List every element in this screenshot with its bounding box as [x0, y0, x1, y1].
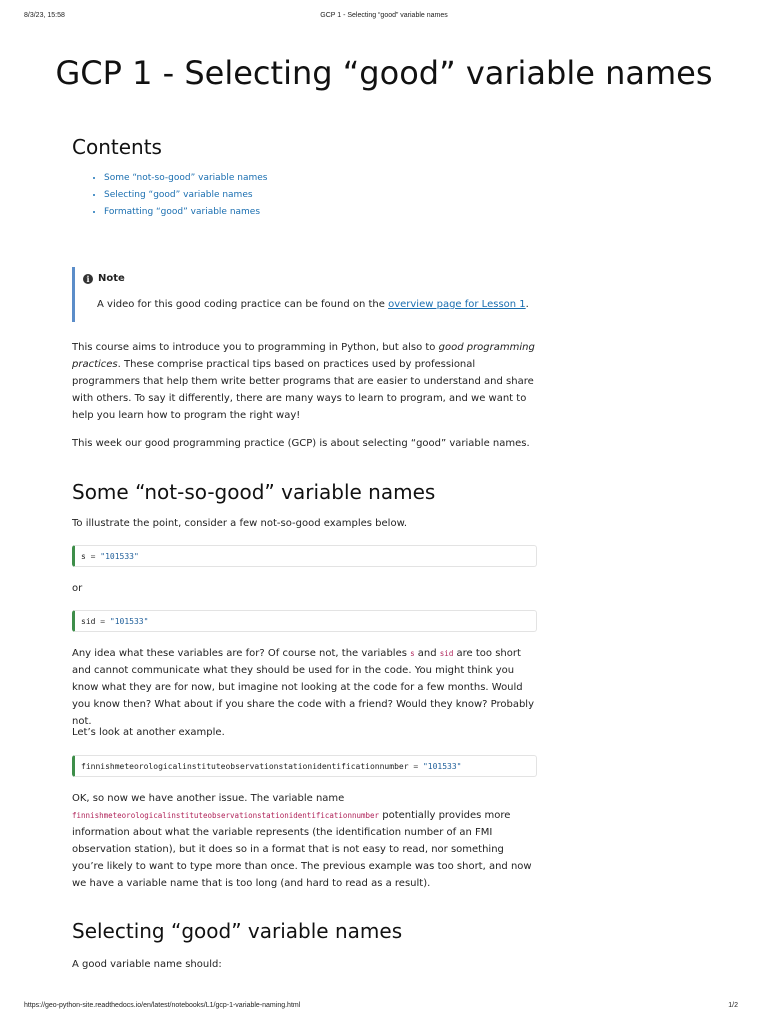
note-body: [97, 299, 529, 310]
toc-link-selecting[interactable]: Selecting “good” variable names: [104, 190, 253, 200]
code-op: =: [408, 762, 423, 771]
code-string: "101533": [422, 762, 462, 771]
inline-code-s: s: [410, 649, 415, 658]
note-body-text: A video for this good coding practice can be found on the: [97, 299, 389, 310]
p2-and: and: [414, 648, 440, 659]
section1-intro: To illustrate the point, consider a few not-so-good examples below.: [72, 518, 408, 529]
toc-link-formatting[interactable]: Formatting “good” variable names: [104, 207, 261, 217]
toc-item: [104, 204, 268, 221]
contents-heading: Contents: [72, 135, 162, 159]
another-example-text: Let’s look at another example.: [72, 727, 225, 738]
gcp-paragraph: This week our good programming practice (GCP) is about selecting “good” variable names.: [72, 438, 530, 449]
inline-code-sid: sid: [439, 649, 454, 658]
note-title: [83, 273, 125, 284]
print-datetime: 8/3/23, 15:58: [24, 12, 65, 19]
note-body-end: .: [525, 299, 529, 310]
p4-text-a: OK, so now we have another issue. The variable name: [72, 793, 345, 804]
short-names-paragraph: [72, 645, 538, 730]
intro-text-a: This course aims to introduce you to programming in Python, but also to: [72, 342, 439, 353]
overview-lesson-link[interactable]: overview page for Lesson 1: [388, 299, 526, 310]
p4-text-b: potentially provides more information about what the variable represents (the identification number of an FMI observation station), but it does so in a format that is not easy to read, nor something you’re likely to want to type more than once. The previous example was too short, and now we have a variable name that is too long (and hard to read as a result).: [72, 810, 532, 889]
intro-paragraph: [72, 339, 538, 424]
code-var: sid: [81, 617, 96, 626]
code-block-s: [72, 545, 537, 567]
intro-text-b: . These comprise practical tips based on practices used by professional programmers that help them write better programs that are easier to understand and share with others. To say it differently, there are many ways to learn to program, and we want to help you learn how to program the right way!: [72, 359, 534, 421]
toc-item: [104, 170, 268, 187]
code-op: =: [95, 617, 110, 626]
note-title-text: Note: [98, 273, 125, 284]
code-string: "101533": [109, 617, 149, 626]
print-title: GCP 1 - Selecting “good” variable names: [320, 12, 448, 19]
toc-link-not-so-good[interactable]: Some “not-so-good” variable names: [104, 173, 268, 183]
code-var: finnishmeteorologicalinstituteobservationstationidentificationnumber: [81, 762, 409, 771]
or-text: or: [72, 583, 83, 594]
code-var: s: [81, 552, 86, 561]
intro-emphasis: good programming practices: [72, 342, 535, 370]
p2-text-b: are too short and cannot communicate what they should be used for in the code. You might think you know what they are for now, but imagine not looking at the code for a few months. Would you know then? What about if you share the code with a friend? Would they know? Probably not.: [72, 648, 534, 727]
note-admonition: [72, 267, 538, 322]
page-title: GCP 1 - Selecting “good” variable names: [55, 54, 713, 92]
info-circle-icon: i: [83, 274, 93, 284]
table-of-contents: [88, 170, 268, 221]
p2-text-a: Any idea what these variables are for? Of course not, the variables: [72, 648, 411, 659]
section-heading-selecting: Selecting “good” variable names: [72, 919, 403, 943]
toc-item: [104, 187, 268, 204]
long-names-paragraph: [72, 790, 538, 892]
print-page-number: 1/2: [728, 1002, 738, 1009]
section2-intro: A good variable name should:: [72, 959, 222, 970]
code-block-long: [72, 755, 537, 777]
code-block-sid: [72, 610, 537, 632]
code-op: =: [85, 552, 101, 561]
inline-code-long: finnishmeteorologicalinstituteobservationstationidentificationnumber: [72, 811, 380, 820]
print-url: https://geo-python-site.readthedocs.io/en/latest/notebooks/L1/gcp-1-variable-naming.html: [24, 1002, 301, 1009]
section-heading-not-so-good: Some “not-so-good” variable names: [72, 480, 436, 504]
code-string: "101533": [100, 552, 139, 561]
